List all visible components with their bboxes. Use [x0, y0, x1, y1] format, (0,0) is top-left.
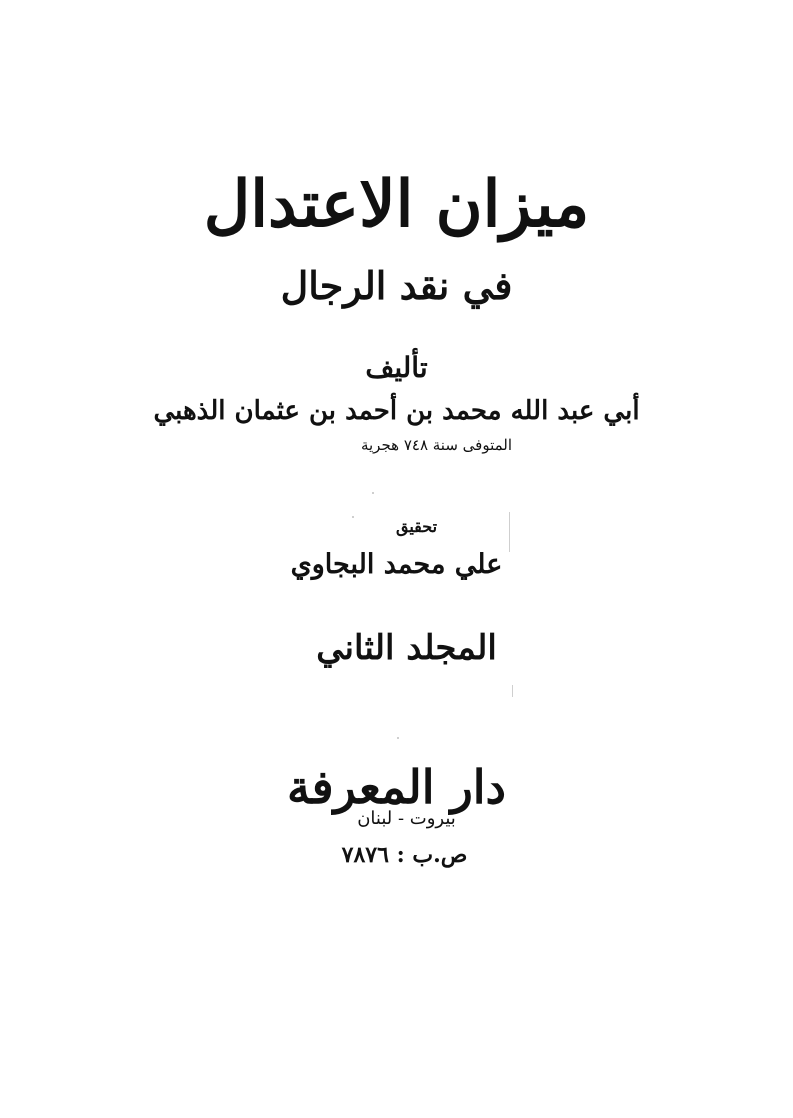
publisher-city: بيروت - لبنان	[357, 808, 456, 829]
author-death-date: المتوفى سنة ٧٤٨ هجرية	[360, 436, 513, 454]
volume-label: المجلد الثاني	[316, 628, 497, 668]
editor-name: علي محمد البجاوي	[290, 549, 503, 580]
editing-label: تحقيق	[395, 517, 438, 536]
author-name: أبي عبد الله محمد بن أحمد بن عثمان الذهبي	[153, 396, 640, 426]
book-subtitle: في نقد الرجال	[280, 263, 513, 308]
publisher-name: دار المعرفة	[286, 760, 507, 814]
authorship-label: تأليف	[365, 351, 428, 384]
scan-speck	[509, 512, 510, 552]
po-box: ص.ب : ٧٨٧٦	[341, 842, 468, 868]
book-title: ميزان الاعتدال	[203, 167, 590, 242]
scan-speck	[512, 685, 513, 697]
scan-speck	[372, 492, 374, 494]
scan-speck	[352, 516, 354, 518]
scan-speck	[397, 737, 399, 739]
